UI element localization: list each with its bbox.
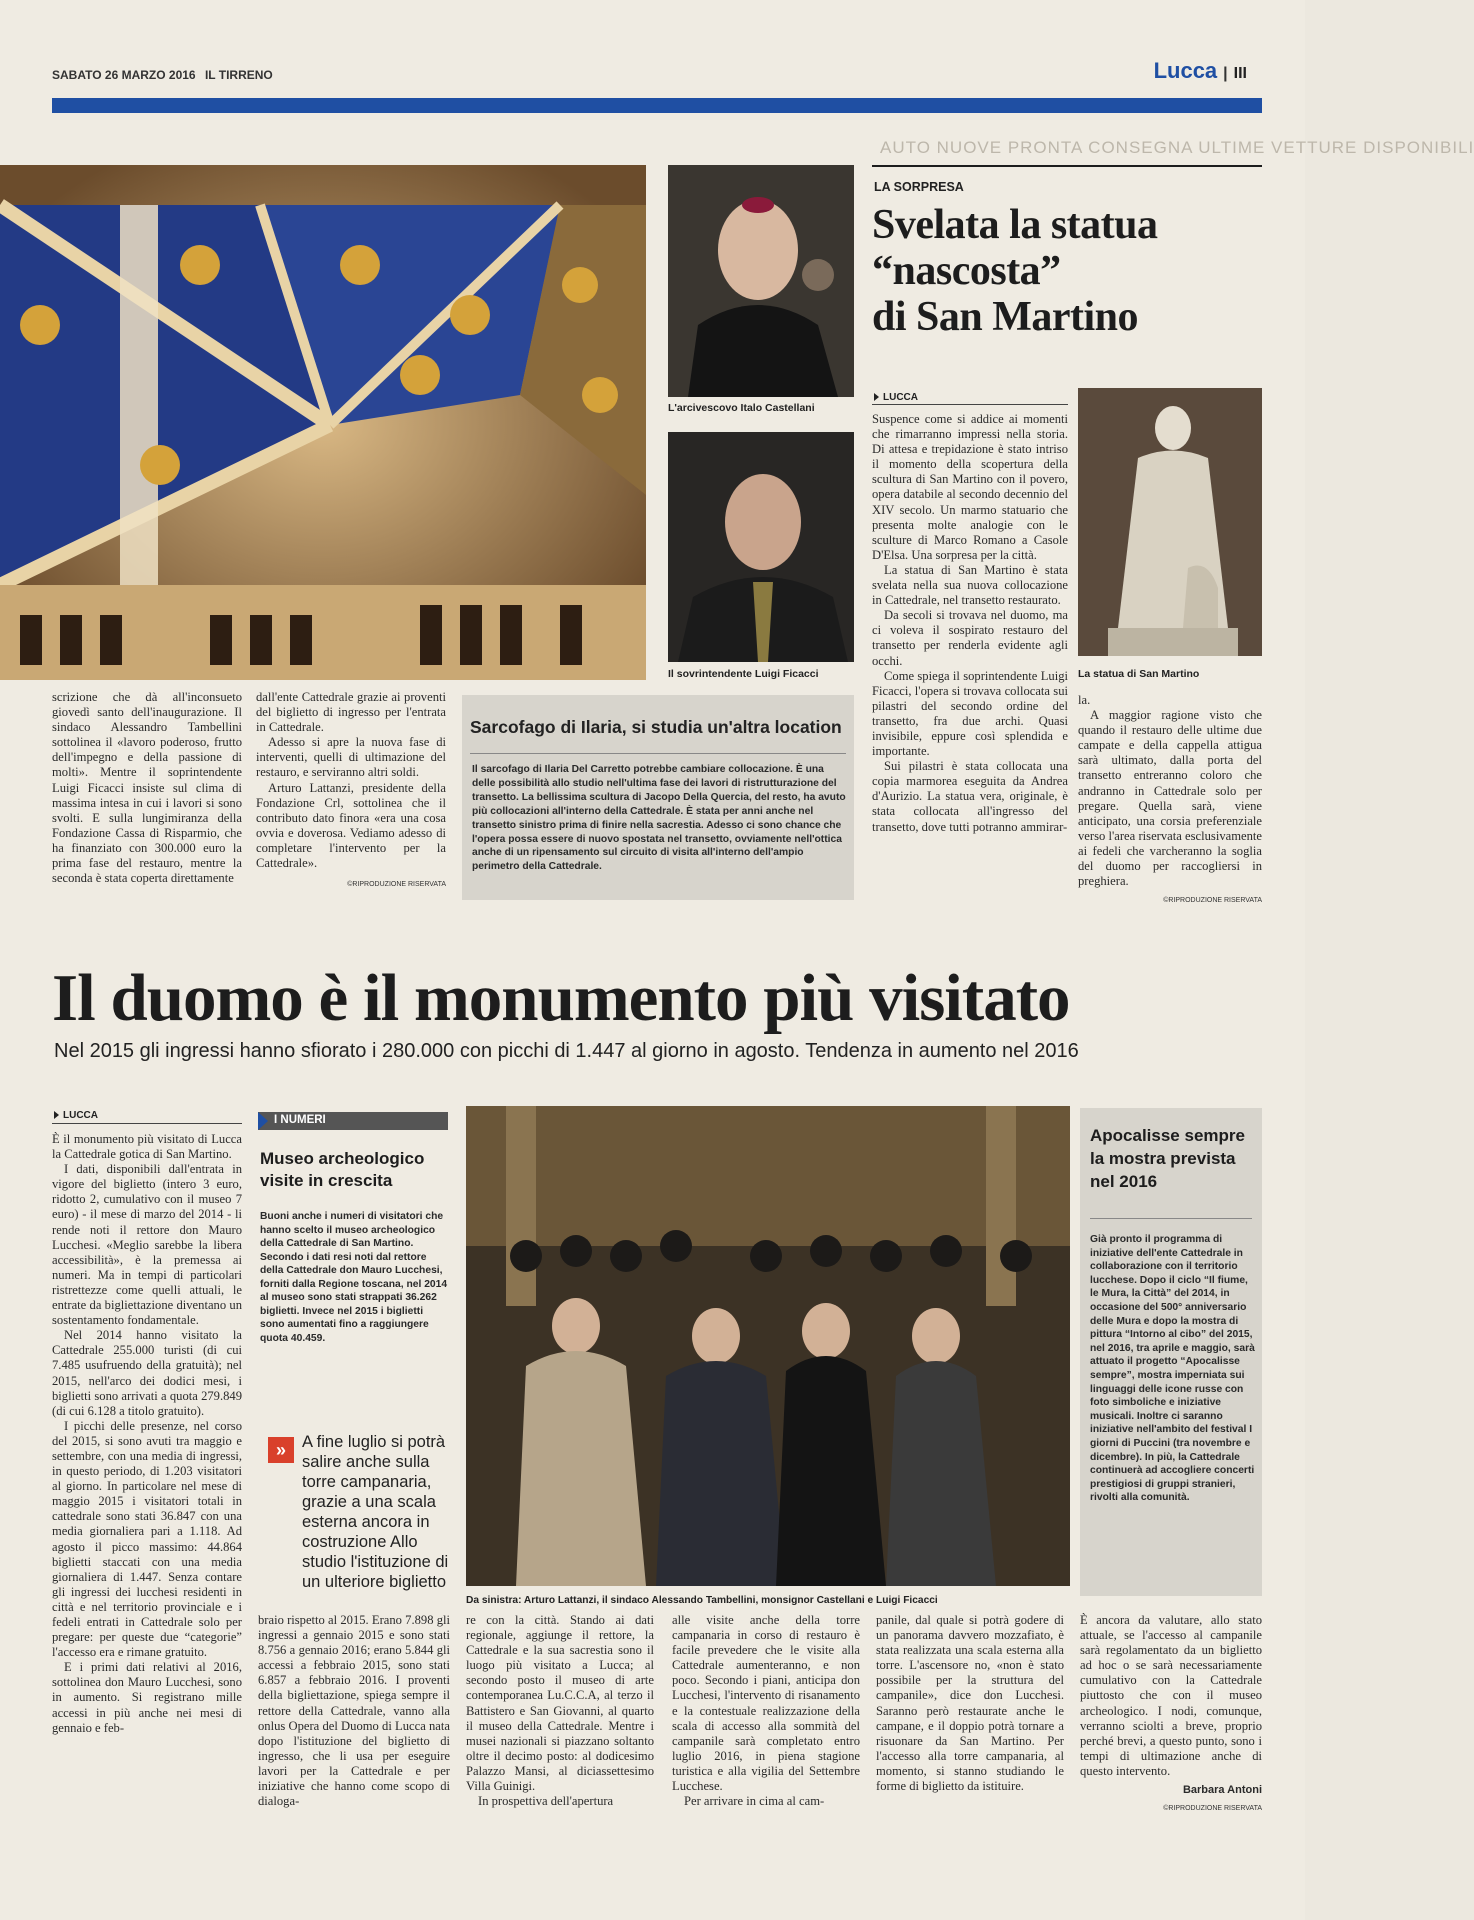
main-column-7 xyxy=(1080,1613,1262,1816)
main-col1-p1: È il monumento più visitato di Lucca la Cattedrale gotica di San Martino. xyxy=(52,1132,242,1162)
header-rule xyxy=(52,98,1262,113)
apocalisse-body: Già pronto il programma di iniziative dell'ente Cattedrale in collaborazione con il territorio lucchese. Dopo il ciclo “Il fiume, le Mura, la Città” del 2014, in occasione del 500° anniversario delle Mura e dopo la mostra di pittura “Intorno al cibo” del 2015, nel 2016, tra aprile e maggio, sarà attuato il progetto “Apocalisse sempre”, mostra imperniata sui linguaggi delle icone russe con foto simboliche e iniziative musicali. Inoltre ci saranno iniziative nell'ambito del festival I giorni di Puccini (tra novembre e dicembre). In più, la Cattedrale continuerà ad accogliere concerti prestigiosi di gruppi stranieri, rivolti alla comunità. xyxy=(1090,1234,1255,1504)
statua-column-2 xyxy=(1078,693,1262,908)
apocalisse-rule xyxy=(1090,1218,1252,1219)
statua-dateline-text: LUCCA xyxy=(883,392,918,403)
main-dateline-rule xyxy=(52,1123,242,1124)
statua-p2: La statua di San Martino è stata svelata nella sua nuova collocazione in Cattedrale, nel transetto restaurato. xyxy=(872,562,1068,608)
main-dateline xyxy=(54,1110,98,1121)
author-byline: Barbara Antoni xyxy=(1182,1784,1262,1797)
main-col7-text: È ancora da valutare, allo stato attuale, se l'accesso al campanile sarà regolamentato da un biglietto ad hoc o se sarà necessariamente cumulativo con la Cattedrale piuttosto che con il museo archeologico. I nodi, comunque, verranno sciolti a breve, proprio perché brevi, a questo punto, sono i tempi di ultimazione anche di questo intervento. xyxy=(1080,1613,1262,1778)
numeri-tag-arrow-icon xyxy=(258,1112,268,1130)
statua-p3: Da secoli si trovava nel duomo, ma ci voleva il sospirato restauro del transetto per renderla evidente agli occhi. xyxy=(872,608,1068,668)
copyright-2: ©RIPRODUZIONE RISERVATA xyxy=(1163,897,1262,905)
ilaria-body: Il sarcofago di Ilaria Del Carretto potrebbe cambiare collocazione. È una delle possibilità allo studio nell'ultima fase dei lavori di ristrutturazione del transetto. La bellissima scultura di Jacopo Della Quercia, del resto, ha avuto più collocazioni all'interno della Cattedrale. È stata per anni anche nel transetto sinistro prima di finire nella sacrestia. Adesso ci sono chance che l'opera possa essere di nuovo spostata nel transetto, ovviamente nell'ottica anche di un ripensamento sul circuito di visita all'interno dell'ampio perimetro della Cattedrale. xyxy=(472,764,846,873)
copyright-3: ©RIPRODUZIONE RISERVATA xyxy=(1163,1805,1262,1813)
statua-title-line3: di San Martino xyxy=(872,294,1139,340)
main-col5-text: alle visite anche della torre campanaria in corso di restauro è facile prevedere che le visite alla Cattedrale aumenteranno, e non poco. Secondo i piani, anticipa don Lucchesi, l'intervento di risanamento e la contestuale realizzazione della scala di accesso alla sommità del campanile sarà completato entro luglio 2016, in piena stagione turistica e alla vigilia del Settembre Lucchese. xyxy=(672,1613,860,1794)
statua-p7: A maggior ragione visto che quando il restauro delle ultime due campate e della cappella attigua sarà ultimato, dalla porta del transetto entreranno coloro che andranno in Cattedrale solo per pregare. Quella sarà, viene anticipato, una corsia preferenziale verso l'area riservata esclusivamente ai fedeli che varcheranno la soglia del duomo per raccogliersi in preghiera. xyxy=(1078,708,1262,889)
statua-kicker: LA SORPRESA xyxy=(874,180,964,194)
statua-dateline xyxy=(874,392,918,403)
statua-photo xyxy=(1078,388,1262,656)
statua-title xyxy=(872,202,1158,340)
top-left-column-1 xyxy=(52,690,242,886)
top-left-col2c-text: Arturo Lattanzi, presidente della Fondazione Crl, sottolinea che il contributo dato finora «era una cosa ovvia e doverosa. Vediamo adesso di completare l'intervento per la Cattedrale». xyxy=(256,780,446,871)
header-paper: IL TIRRENO xyxy=(204,68,273,82)
caption-arcivescovo: L'arcivescovo Italo Castellani xyxy=(668,402,815,414)
main-dateline-arrow-icon xyxy=(54,1111,59,1119)
numeri-tag: I NUMERI xyxy=(274,1114,326,1126)
dateline-arrow-icon xyxy=(874,393,879,401)
main-col1-p3: Nel 2014 hanno visitato la Cattedrale 255.000 turisti (di cui 7.485 usufruendo della gratuità); nel 2015, nell'arco dei dodici mesi, i biglietti sono arrivati a quota 279.849 (di cui 6.128 a titolo gratuito). xyxy=(52,1328,242,1418)
banner-ad-text: AUTO NUOVE PRONTA CONSEGNA ULTIME VETTURE DISPONIBILI xyxy=(880,138,1474,157)
main-col4b-text: In prospettiva dell'apertura xyxy=(478,1794,614,1809)
cathedral-ceiling-photo xyxy=(0,165,646,680)
header-date-line xyxy=(52,68,273,82)
statua-title-line2: “nascosta” xyxy=(872,248,1061,294)
main-column-6 xyxy=(876,1613,1064,1794)
page-number: III xyxy=(1233,65,1247,82)
section-label: Lucca | III xyxy=(1153,58,1247,83)
apocalisse-box xyxy=(1080,1108,1262,1596)
main-col3-text: braio rispetto al 2015. Erano 7.898 gli ingressi a gennaio 2015 e sono stati 8.756 a gennaio 2016; erano 5.844 gli accessi a febbraio 2015, sono stati 6.857 a febbraio 2016. I proventi della bigliettazione, spiega sempre il rettore della Cattedrale, vanno alla onlus Opera del Duomo di Lucca nata dopo l'istituzione del biglietto di ingresso, che li usa per eseguire lavori per la Cattedrale e per iniziative che hanno come scopo di dialoga- xyxy=(258,1613,450,1809)
top-left-column-2 xyxy=(256,690,446,892)
copyright-1: ©RIPRODUZIONE RISERVATA xyxy=(347,881,446,889)
statua-p5: Sui pilastri è stata collocata una copia marmorea eseguita da Andrea d'Aurizio. La statua vera, originale, è stata collocata all'ingresso del transetto, dove tutti potranno ammirar- xyxy=(872,759,1068,834)
top-left-col2-text: dall'ente Cattedrale grazie ai proventi del biglietto di ingresso per l'entrata in Cattedrale. xyxy=(256,690,446,735)
main-column-5 xyxy=(672,1613,860,1809)
arcivescovo-photo xyxy=(668,165,854,397)
statua-p1: Suspence come si addice ai momenti che rimarranno impressi nella storia. Di attesa e trepidazione è stato intriso il momento della scopertura della scultura di San Martino con il povero, opera databile al secondo decennio del XIV secolo. Un marmo statuario che presenta molte analogie con le sculture di Marco Romano a Casole D'Elsa. Una sorpresa per la città. xyxy=(872,412,1068,562)
numeri-title: Museo archeologico visite in crescita xyxy=(260,1149,425,1190)
main-col1-p4: I picchi delle presenze, nel corso del 2015, si sono avuti tra maggio e settembre, con una media di ingressi, in questo periodo, di 1.203 visitatori al giorno. In particolare nel mese di maggio 2015 i visitatori totali in cattedrale sono stati 36.847 con una media giornaliera pari a 1.118. Ad agosto il picco massimo: 44.864 biglietti staccati con una media giornaliera di 1.447. Senza contare gli ingressi dei lucchesi residenti in città e nel territorio provinciale e i fedeli entrati in Cattedrale solo per pregare: per queste due “categorie” l'accesso era e rimane gratuito. xyxy=(52,1418,242,1660)
group-photo xyxy=(466,1106,1070,1586)
main-col6-text: panile, dal quale si potrà godere di un panorama davvero mozzafiato, è stata realizzata una scala esterna alla torre. L'ascensore no, «non è stato possibile per la struttura del campanile», dice don Lucchesi. Saranno però restaurate anche le campane, e il doppio potrà tornare a risuonare da San Martino. Per l'accesso alla torre campanaria, al momento, si stanno studiando le forme di biglietto da istituire. xyxy=(876,1613,1064,1794)
main-column-1 xyxy=(52,1132,242,1736)
numeri-tag-bar xyxy=(258,1112,448,1130)
top-left-col1-text: scrizione che dà all'inconsueto giovedì santo dell'inaugurazione. Il sindaco Alessandro Tambellini sottolinea il «lavoro poderoso, frutto dell'impegno e della passione di molti». Mentre il soprintendente Luigi Ficacci insiste sul clima di massima intesa in cui i lavori si sono svolti. E sulla lungimiranza della Fondazione Cassa di Risparmio, che ha finanziato con 300.000 euro la prima fase del restauro, mentre la seconda è stata coperta direttamente xyxy=(52,690,242,886)
section-name: Lucca xyxy=(1153,58,1218,83)
header-date: SABATO 26 MARZO 2016 xyxy=(52,68,196,82)
ilaria-title: Sarcofago di Ilaria, si studia un'altra location xyxy=(470,717,842,737)
main-dateline-text: LUCCA xyxy=(63,1110,98,1121)
statua-caption: La statua di San Martino xyxy=(1078,668,1200,680)
main-col1-p5: E i primi dati relativi al 2016, sottolinea don Mauro Lucchesi, sono in aumento. Si registrano mille accessi in più anche nei mesi di gennaio e feb- xyxy=(52,1660,242,1735)
statua-column-1 xyxy=(872,412,1068,835)
apocalisse-title: Apocalisse sempre la mostra prevista nel 2016 xyxy=(1090,1126,1245,1191)
ilaria-box xyxy=(462,695,854,900)
sovrintendente-photo xyxy=(668,432,854,662)
statua-p6: la. xyxy=(1078,693,1091,707)
main-column-3 xyxy=(258,1613,450,1809)
callout-text: A fine luglio si potrà salire anche sulla torre campanaria, grazie a una scala esterna ancora in costruzione Allo studio l'istituzione di un ulteriore biglietto xyxy=(302,1433,449,1591)
statua-title-line1: Svelata la statua xyxy=(872,202,1158,248)
numeri-body: Buoni anche i numeri di visitatori che hanno scelto il museo archeologico della Cattedrale di San Martino. Secondo i dati resi noti dal rettore della Cattedrale don Mauro Lucchesi, forniti dalla Regione toscana, nel 2014 al museo sono stati strappati 36.262 biglietti. Invece nel 2015 i biglietti sono aumentati fino a raggiungere quota 40.459. xyxy=(260,1211,448,1344)
top-left-col2b-text: Adesso si apre la nuova fase di interventi, quelli di ultimazione del restauro, e serviranno altri soldi. xyxy=(256,735,446,780)
caption-sovrintendente: Il sovrintendente Luigi Ficacci xyxy=(668,668,819,680)
main-subhead: Nel 2015 gli ingressi hanno sfiorato i 280.000 con picchi di 1.447 al giorno in agosto. Tendenza in aumento nel 2016 xyxy=(54,1040,1079,1062)
statua-p4: Come spiega il soprintendente Luigi Ficacci, l'opera si trovava collocata sui pilastri del secondo ordine del transetto, fra due archi. Quasi invisibile, eppure così splendida e importante. xyxy=(872,668,1068,759)
main-column-4 xyxy=(466,1613,654,1809)
ilaria-rule xyxy=(470,753,846,754)
statua-dateline-rule xyxy=(872,404,1068,405)
main-col1-p2: I dati, disponibili dall'entrata in vigore del biglietto (intero 3 euro, ridotto 2, cumulativo con il museo 7 euro) - il mese di marzo del 2014 - li rende noti il rettore don Mauro Lucchesi. «Meglio sarebbe la libera accessibilità», è la premessa ai numeri. Ma in tempi di particolari ristrettezze come quelli attuali, le entrate da bigliettazione diventano un sostentamento fondamentale. xyxy=(52,1162,242,1328)
main-col5b-text: Per arrivare in cima al cam- xyxy=(684,1794,825,1809)
main-headline: Il duomo è il monumento più visitato xyxy=(52,961,1070,1035)
callout-chevron-icon: » xyxy=(268,1437,294,1463)
group-photo-caption: Da sinistra: Arturo Lattanzi, il sindaco Alessando Tambellini, monsignor Castellani e Luigi Ficacci xyxy=(466,1595,938,1606)
main-col4-text: re con la città. Stando ai dati regionale, aggiunge il rettore, la Cattedrale e la sua sacrestia sono il luogo più visitato a Lucca; al secondo posto il museo di arte contemporanea Lu.C.C.A, al terzo il Battistero e San Giovanni, al quarto il museo della Cattedrale. Mentre i musei nazionali si piazzano soltanto oltre il decimo posto: al dodicesimo Palazzo Mansi, al diciassettesimo Villa Guinigi. xyxy=(466,1613,654,1794)
statua-rule xyxy=(872,165,1262,167)
